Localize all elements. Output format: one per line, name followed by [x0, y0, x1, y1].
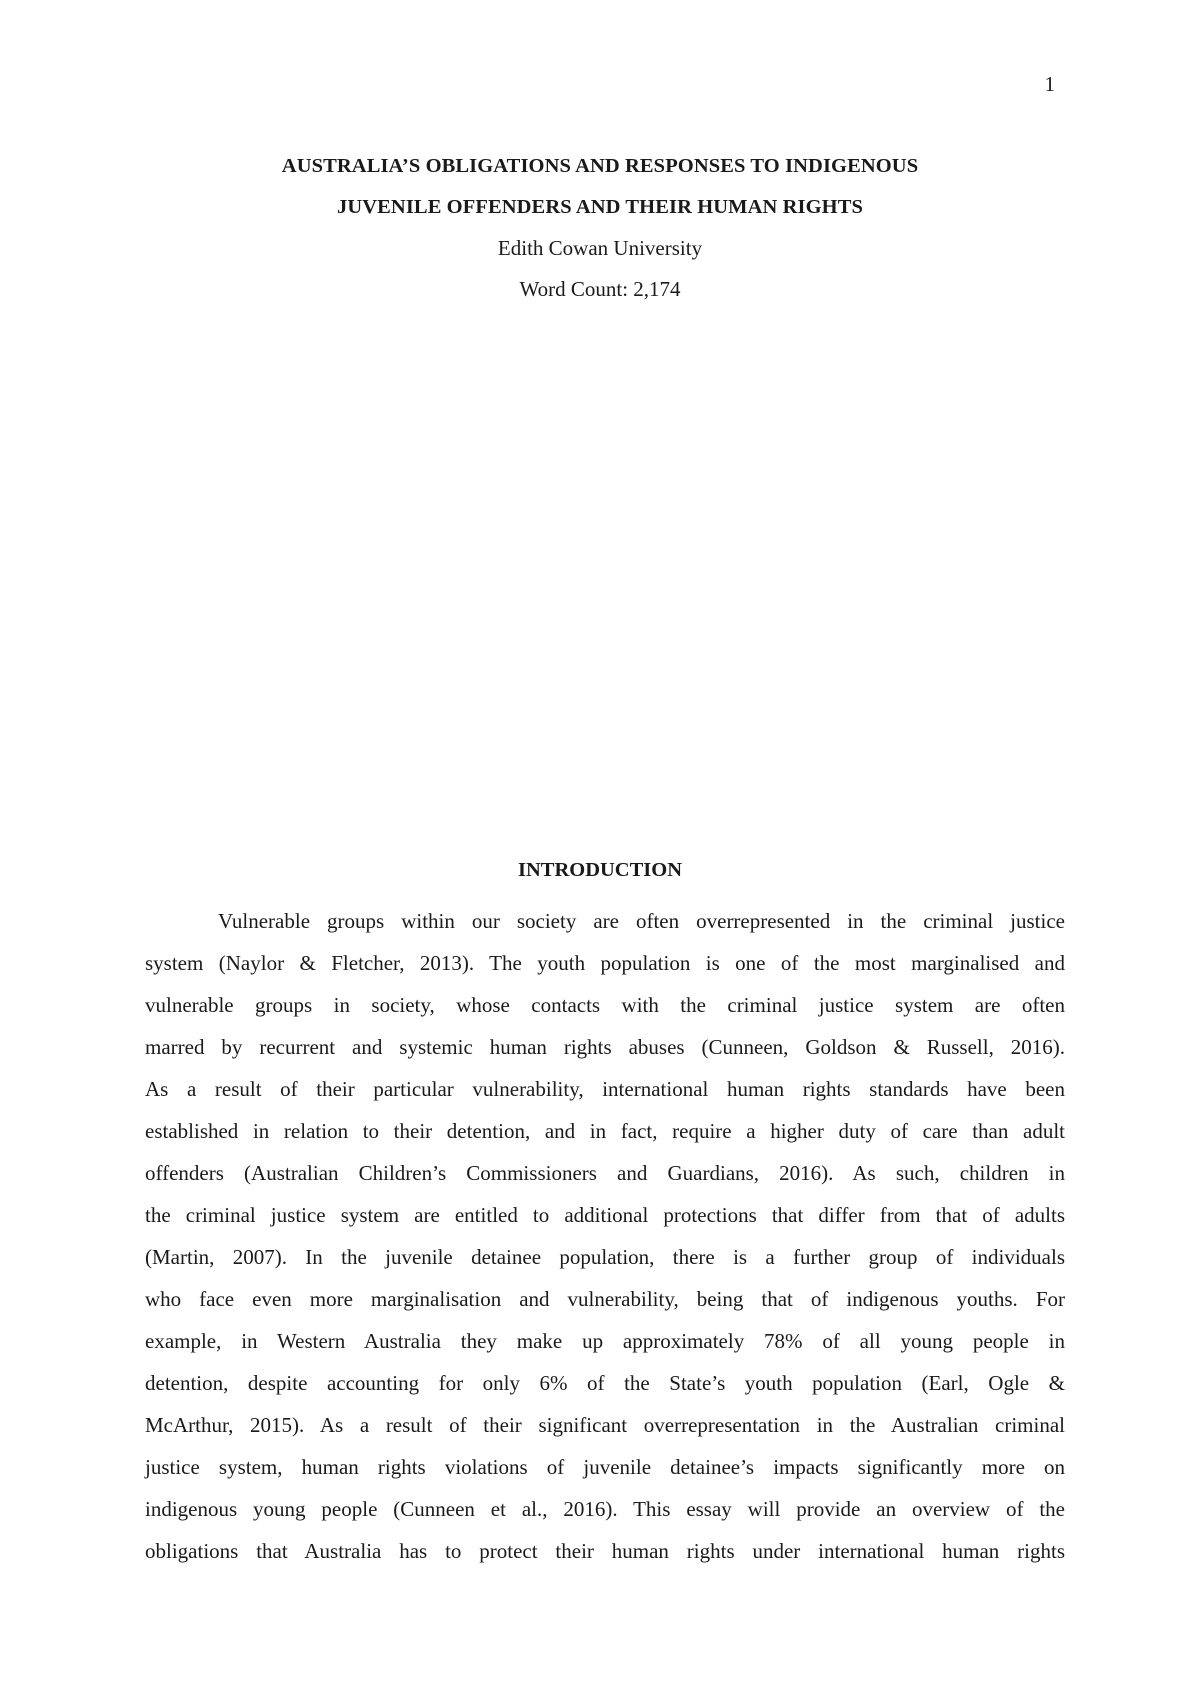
paragraph-line: vulnerable groups in society, whose contacts with the criminal justice system are often — [145, 993, 1065, 1017]
institution-name: Edith Cowan University — [497, 236, 703, 260]
paragraph-line: McArthur, 2015). As a result of their significant overrepresentation in the Australian criminal — [145, 1413, 1065, 1437]
introduction-paragraph — [145, 900, 1065, 1572]
paragraph-line: established in relation to their detention, and in fact, require a higher duty of care than adult — [145, 1119, 1065, 1143]
page-number: 1 — [1044, 72, 1055, 96]
title-block — [0, 146, 1200, 310]
paragraph-line: indigenous young people (Cunneen et al., 2016). This essay will provide an overview of the — [145, 1497, 1065, 1521]
paragraph-line: offenders (Australian Children’s Commissioners and Guardians, 2016). As such, children in — [145, 1161, 1065, 1185]
paragraph-line: marred by recurrent and systemic human rights abuses (Cunneen, Goldson & Russell, 2016). — [145, 1035, 1065, 1059]
paragraph-line: system (Naylor & Fletcher, 2013). The youth population is one of the most marginalised and — [145, 951, 1065, 975]
paragraph-line: the criminal justice system are entitled to additional protections that differ from that of adults — [145, 1203, 1065, 1227]
word-count: Word Count: 2,174 — [519, 277, 681, 301]
paragraph-line: example, in Western Australia they make up approximately 78% of all young people in — [145, 1329, 1065, 1353]
essay-title-line-1: AUSTRALIA’S OBLIGATIONS AND RESPONSES TO INDIGENOUS — [281, 155, 919, 177]
paragraph-line: obligations that Australia has to protect their human rights under international human rights — [145, 1539, 1065, 1563]
introduction-heading: INTRODUCTION — [517, 859, 683, 881]
paragraph-line: As a result of their particular vulnerability, international human rights standards have been — [145, 1077, 1065, 1101]
essay-title-line-2: JUVENILE OFFENDERS AND THEIR HUMAN RIGHTS — [337, 196, 863, 218]
paragraph-line: who face even more marginalisation and vulnerability, being that of indigenous youths. For — [145, 1287, 1065, 1311]
paragraph-line: justice system, human rights violations of juvenile detainee’s impacts significantly more on — [145, 1455, 1065, 1479]
paragraph-line: (Martin, 2007). In the juvenile detainee population, there is a further group of individuals — [145, 1245, 1065, 1269]
paragraph-line: detention, despite accounting for only 6% of the State’s youth population (Earl, Ogle & — [145, 1371, 1065, 1395]
paragraph-line: Vulnerable groups within our society are often overrepresented in the criminal justice — [218, 909, 1065, 933]
